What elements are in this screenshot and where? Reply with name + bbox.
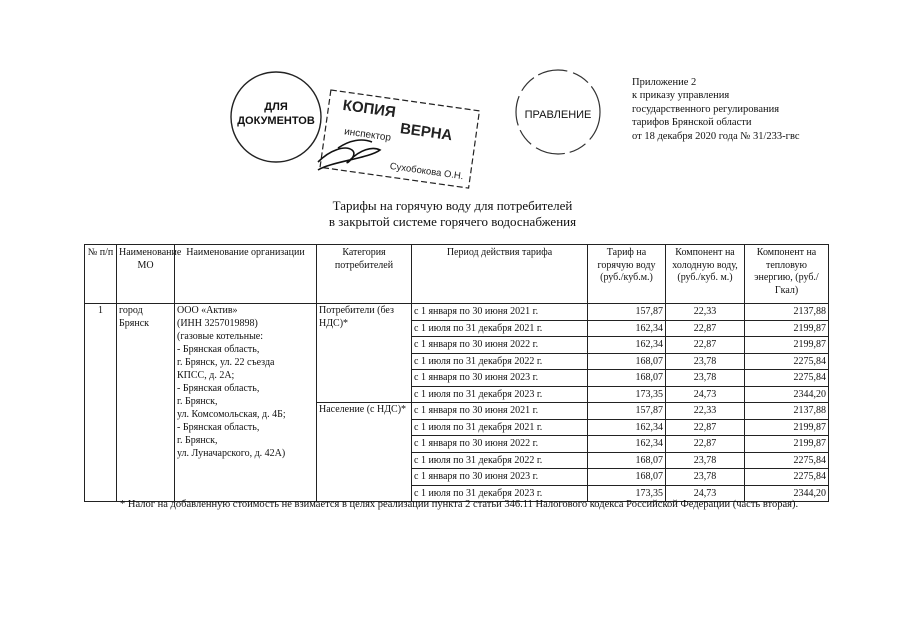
appendix-line-5: от 18 декабря 2020 года № 31/233-гвс [632,130,800,142]
cold-cell: 23,78 [666,353,745,370]
heat-cell: 2199,87 [745,320,829,337]
heat-cell: 2275,84 [745,353,829,370]
cold-cell: 23,78 [666,370,745,387]
cold-cell: 22,87 [666,320,745,337]
period-cell: с 1 января по 30 июня 2022 г. [412,337,588,354]
appendix-line-4: тарифов Брянской области [632,117,752,129]
stamp-right-text: ПРАВЛЕНИЕ [524,109,592,121]
title-line-2: в закрытой системе горячего водоснабжения [328,214,577,229]
org-line: г. Брянск, [177,435,218,446]
tariff-cell: 173,35 [588,485,666,502]
heat-cell: 2344,20 [745,386,829,403]
tariff-cell: 162,34 [588,320,666,337]
org-line: ул. Комсомольская, д. 4Б; [177,409,286,420]
period-cell: с 1 января по 30 июня 2021 г. [412,304,588,321]
header-tariff: Тариф на горячую воду (руб./куб.м.) [588,245,666,304]
org-line: - Брянская область, [177,422,260,433]
round-stamp-right [516,70,600,154]
stamp-left-line1: ДЛЯ [264,101,288,113]
appendix-line-2: к приказу управления [632,90,730,102]
tariff-cell: 168,07 [588,353,666,370]
cold-cell: 24,73 [666,386,745,403]
stamp-signature-name: Сухобокова О.Н. [389,160,465,183]
period-cell: с 1 июля по 31 декабря 2022 г. [412,353,588,370]
header-org: Наименование организации [175,245,317,304]
org-line: (ИНН 3257019898) [177,318,258,329]
heat-cell: 2137,88 [745,403,829,420]
header-period: Период действия тарифа [412,245,588,304]
org-line: - Брянская область, [177,344,260,355]
period-cell: с 1 января по 30 июня 2021 г. [412,403,588,420]
period-cell: с 1 января по 30 июня 2023 г. [412,469,588,486]
period-cell: с 1 июля по 31 декабря 2023 г. [412,485,588,502]
row-number: 1 [85,304,117,502]
tariff-cell: 168,07 [588,452,666,469]
org-line: г. Брянск, [177,396,218,407]
round-stamp-left [231,72,321,162]
category-population: Население (с НДС)* [317,403,412,502]
header-cold: Компонент на холодную воду, (руб./куб. м.) [666,245,745,304]
period-cell: с 1 июля по 31 декабря 2022 г. [412,452,588,469]
org-line: г. Брянск, ул. 22 съезда [177,357,275,368]
heat-cell: 2199,87 [745,337,829,354]
tariff-table [84,244,829,502]
table-row [85,304,829,321]
period-cell: с 1 июля по 31 декабря 2021 г. [412,320,588,337]
stamp-copy-word: КОПИЯ [341,96,397,122]
tariff-cell: 173,35 [588,386,666,403]
cold-cell: 22,87 [666,337,745,354]
category-consumers: Потребители (без НДС)* [317,304,412,403]
org-line: ООО «Актив» [177,305,238,316]
org-line: - Брянская область, [177,383,260,394]
tariff-cell: 162,34 [588,419,666,436]
cold-cell: 24,73 [666,485,745,502]
copy-verified-stamp [320,90,479,188]
cold-cell: 23,78 [666,469,745,486]
tariff-cell: 157,87 [588,304,666,321]
heat-cell: 2275,84 [745,452,829,469]
municipality: город Брянск [117,304,175,502]
stamp-true-word: ВЕРНА [399,120,454,145]
table-header-row [85,245,829,304]
header-heat: Компонент на тепловую энергию, (руб./Гкал) [745,245,829,304]
footnote: * Налог на добавленную стоимость не взимается в целях реализации пункта 2 статьи 346.11 Налогового кодекса Российской Федерации (часть вторая). [120,499,799,510]
heat-cell: 2344,20 [745,485,829,502]
cold-cell: 22,33 [666,304,745,321]
tariff-cell: 162,34 [588,436,666,453]
stamp-left-line2: ДОКУМЕНТОВ [237,115,315,127]
tariff-cell: 168,07 [588,469,666,486]
heat-cell: 2199,87 [745,436,829,453]
period-cell: с 1 июля по 31 декабря 2023 г. [412,386,588,403]
org-line: ул. Луначарского, д. 42А) [177,448,286,459]
heat-cell: 2275,84 [745,370,829,387]
handwritten-signature [318,140,380,170]
appendix-block [632,76,862,143]
period-cell: с 1 января по 30 июня 2023 г. [412,370,588,387]
tariff-cell: 162,34 [588,337,666,354]
header-num: № п/п [85,245,117,304]
tariff-cell: 168,07 [588,370,666,387]
header-category: Категория потребителей [317,245,412,304]
cold-cell: 22,33 [666,403,745,420]
period-cell: с 1 июля по 31 декабря 2021 г. [412,419,588,436]
appendix-line-1: Приложение 2 [632,77,697,88]
heat-cell: 2137,88 [745,304,829,321]
appendix-line-3: государственного регулирования [632,103,780,115]
cold-cell: 22,87 [666,419,745,436]
tariff-cell: 157,87 [588,403,666,420]
cold-cell: 22,87 [666,436,745,453]
document-title [0,198,905,230]
cold-cell: 23,78 [666,452,745,469]
heat-cell: 2275,84 [745,469,829,486]
stamp-inspector: инспектор [343,126,392,144]
header-mo: Наименование МО [117,245,175,304]
org-line: КПСС, д. 2А; [177,370,235,381]
heat-cell: 2199,87 [745,419,829,436]
organization [175,304,317,502]
org-line: (газовые котельные: [177,331,264,342]
period-cell: с 1 января по 30 июня 2022 г. [412,436,588,453]
title-line-1: Тарифы на горячую воду для потребителей [332,198,573,213]
